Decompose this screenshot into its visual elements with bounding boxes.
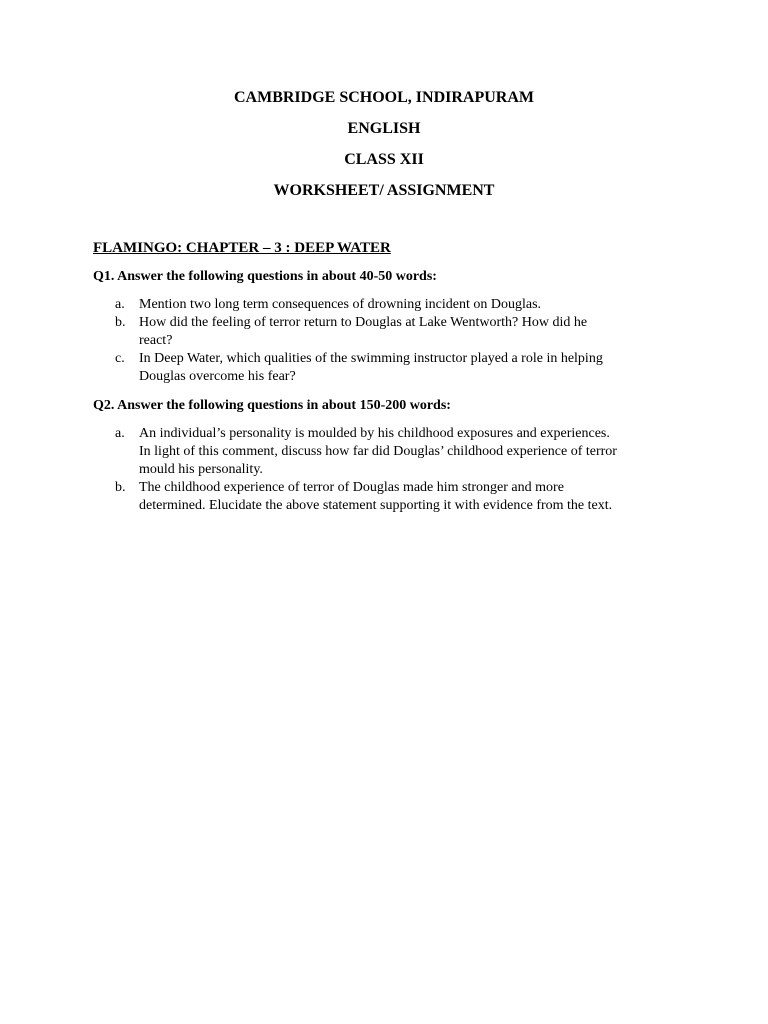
worksheet-type-heading: WORKSHEET/ ASSIGNMENT [273,182,495,199]
question-1-title: Q1. Answer the following questions in about 40-50 words: [93,269,437,284]
list-item-text [139,479,685,515]
item-line: How did the feeling of terror return to Douglas at Lake Wentworth? How did he [139,315,588,330]
item-line: The childhood experience of terror of Douglas made him stronger and more [139,480,564,495]
list-marker: c. [115,351,125,366]
class-heading: CLASS XII [344,151,424,168]
item-line: determined. Elucidate the above statement supporting it with evidence from the text. [139,498,613,513]
item-line: In Deep Water, which qualities of the swimming instructor played a role in helping [139,351,603,366]
item-line: An individual’s personality is moulded by his childhood exposures and experiences. [139,426,610,441]
school-name: CAMBRIDGE SCHOOL, INDIRAPURAM [233,89,534,106]
list-item-text [139,425,685,479]
item-line: In light of this comment, discuss how far did Douglas’ childhood experience of terror [139,444,617,459]
list-item-text [139,296,685,314]
list-marker: b. [115,480,126,495]
list-marker: a. [115,297,125,312]
item-line: mould his personality. [139,462,263,477]
subject-heading: ENGLISH [347,120,421,137]
list-marker: a. [115,426,125,441]
list-marker: b. [115,315,126,330]
chapter-heading: FLAMINGO: CHAPTER – 3 : DEEP WATER [93,240,391,256]
item-line: Mention two long term consequences of drowning incident on Douglas. [139,297,542,312]
list-item-text [139,350,685,386]
item-line: Douglas overcome his fear? [139,369,296,384]
question-2-title: Q2. Answer the following questions in about 150-200 words: [93,398,451,413]
list-item-text [139,314,685,350]
item-line: react? [139,333,173,348]
